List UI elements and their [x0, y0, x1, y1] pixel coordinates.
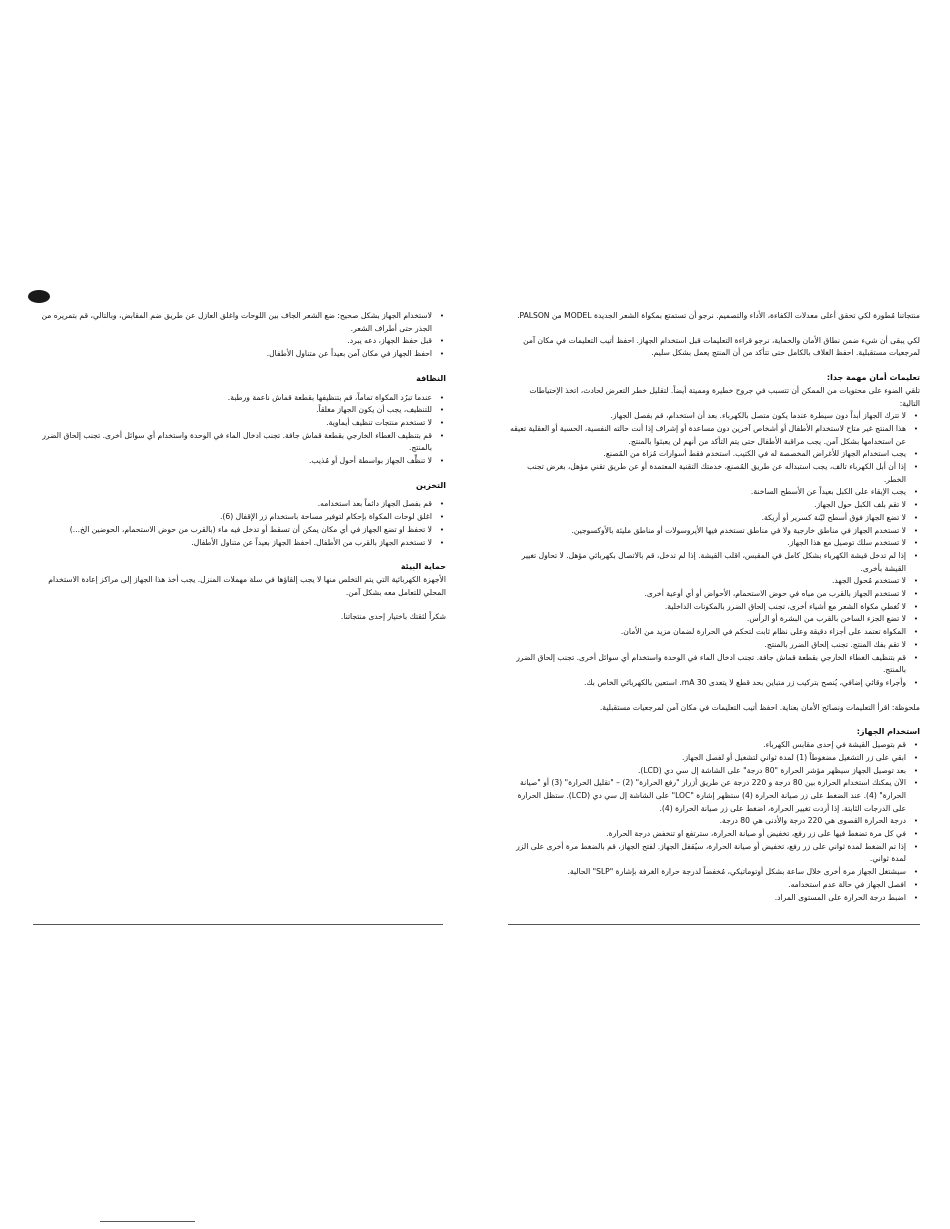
- list-item: • المكواة تعتمد على أجزاء دقيقة وعلى نظام ثابت لتحكم في الحرارة لضمان مزيد من الأمان.: [508, 626, 906, 639]
- storage-heading: التخزين: [416, 480, 446, 490]
- list-item: • عندما تبرُد المكواة تماماً، قم بتنظيفها بقطعة قماش ناعمة ورطبة.: [33, 392, 432, 405]
- list-item: • وأجراء وقائي إضافي، يُنصح بتركيب زر متباين بحد قطع لا يتعدى 30 mA. استعين بالكهربائي الخاص بك.: [508, 677, 906, 690]
- list-item: • درجة الحرارة القصوى هي 220 درجة والأدنى هي 80 درجة.: [508, 815, 906, 828]
- list-item: • لا تستخدم الجهاز بالقرب من الأطفال. احفظ الجهاز بعيداً عن متناول الأطفال.: [33, 537, 432, 550]
- environment-text: الأجهزة الكهربائية التي يتم التخلص منها لا يجب إلقاؤها في سلة مهملات المنزل. يجب أخذ هذا الجهاز إلى مراكز إعادة الاستخدام المحلي للتعامل معه بشكل آمن.: [48, 574, 446, 597]
- list-item: • لا تضع الجزء الساخن بالقرب من البشرة أو الرأس.: [508, 613, 906, 626]
- safety-list: [508, 410, 920, 689]
- list-item: • إذا تم الضغط لمدة ثواني على زر رفع، تخفيض أو صيانة الحرارة، سيُقفل الجهاز. لفتح الجهاز، قم بالضغط مرة أخرى على الزر لمدة ثواني.: [508, 841, 906, 866]
- list-item: • لا تستخدم الجهاز بالقرب من مياه في حوض الاستحمام، الأحواض أو أي أوعية أخرى.: [508, 588, 906, 601]
- list-item: • ابقي على زر التشغيل مضغوطاً (1) لمدة ثواني لتشغيل أو لفصل الجهاز.: [508, 752, 906, 765]
- page-divider-right: [508, 924, 920, 925]
- intro-list: [33, 310, 446, 361]
- list-item: • لا تقم بفك المنتج. تجنب إلحاق الضرر بالمنتج.: [508, 639, 906, 652]
- list-item: • لا تستخدم الجهاز في مناطق خارجية ولا في مناطق تستخدم فيها الأيروسولات أو مناطق مليئة بالأوكسوجين.: [508, 525, 906, 538]
- page-divider-left: [33, 924, 443, 925]
- cleaning-heading: النظافة: [416, 373, 446, 383]
- list-item: • احفظ الجهاز في مكان آمن بعيداً عن متناول الأطفال.: [33, 348, 432, 361]
- usage-heading: استخدام الجهاز:: [856, 727, 920, 737]
- list-item: • لا تحفظ او تضع الجهاز في أي مكان يمكن أن تسقط أو تدخل فيه ماء (بالقرب من حوض الاستحمام، الحوضين الخ...): [33, 524, 432, 537]
- list-item: • يجب استخدام الجهاز للأغراض المخصصة له في الكتيب. استخدم فقط أسوارات مُزاة من المُصنع.: [508, 448, 906, 461]
- safety-heading: تعليمات أمان مهمة جدا:: [826, 373, 920, 383]
- language-badge: [28, 290, 50, 303]
- list-item: • للتنظيف، يجب أن يكون الجهاز مغلقاً.: [33, 404, 432, 417]
- list-item: • لا تستخدم مُحول الجهد.: [508, 575, 906, 588]
- list-item: • يجب الإبقاء على الكبل بعيداً عن الأسطح الساخنة.: [508, 486, 906, 499]
- list-item: • إذا لم تدخل قيشة الكهرباء بشكل كامل في المقبس، اقلب القيشة. إذا لم تدخل، قم بالاتصال بكهربائي مؤهل. لا تحاول تغيير القيشة بأخرى.: [508, 550, 906, 575]
- footnote-rule: [100, 1221, 195, 1222]
- list-item: • في كل مرة تضغط فيها على زر رفع، تخفيض أو صيانة الحرارة، سترتفع او تنخفض درجة الحرارة.: [508, 828, 906, 841]
- list-item: • قم بفصل الجهاز دائماً بعد استخدامه.: [33, 498, 432, 511]
- storage-list: [33, 498, 446, 549]
- thanks-text: شكراً لثقتك باختيار إحدى منتجاتنا.: [340, 612, 446, 622]
- list-item: • لا تقم بلف الكبل حول الجهاز.: [508, 499, 906, 512]
- list-item: • قم بتنظيف الغطاء الخارجي بقطعة قماش جافة. تجنب ادخال الماء في الوحدة واستخدام أي سوائل أخرى. تجنب إلحاق الضرر بالمنتج.: [33, 430, 432, 455]
- environment-heading: حماية البيئة: [400, 562, 446, 572]
- list-item: • إذا أن أبل الكهرباء تالف، يجب استبداله عن طريق المُصنع، خدمتك التقنية المعتمدة أو عن طريق تقني مؤهل، بغرض تجنب الخطر.: [508, 461, 906, 486]
- intro-paragraph-2: لكي يبقى أن شيء ضمن نطاق الأمان والحماية، نرجو قراءة التعليمات قبل استخدام الجهاز. احفظ أتيب التعليمات في مكان آمن لمرجعيات مستقبلية. احفظ الغلاف بالكامل حتى تتأكد من أن المنتج يعمل بشكل سليم.: [523, 335, 920, 358]
- left-page-column: [33, 310, 446, 624]
- list-item: • لا تنظِّف الجهاز بواسطة أحول أو مُذيب.: [33, 455, 432, 468]
- note-text: ملحوظة: اقرأ التعليمات ونصائح الأمان بعناية. احفظ أتيب التعليمات في مكان آمن لمرجعيات مستقبلية.: [599, 702, 920, 712]
- list-item: • لاستخدام الجهاز بشكل صحيح: ضع الشعر الجاف بين اللوحات واغلق العازل عن طريق ضم المقابض، وبالتالي، قم بتمريره من الجذر حتى أطراف الشعر.: [33, 310, 432, 335]
- list-item: • لا تستخدم سلك توصيل مع هذا الجهاز.: [508, 537, 906, 550]
- list-item: • افصل الجهاز في حالة عدم استخدامه.: [508, 879, 906, 892]
- list-item: • اغلق لوحات المكواة بإحكام لتوفير مساحة باستخدام زر الإقفال (6).: [33, 511, 432, 524]
- list-item: • لا تضع الجهاز فوق أسطح ليّنة كسرير أو أريكة.: [508, 512, 906, 525]
- list-item: • قم بتوصيل القيشة في إحدى مقابس الكهرباء.: [508, 739, 906, 752]
- right-page-column: [508, 310, 920, 904]
- list-item: • هذا المنتج غير متاح لاستخدام الأطفال أو أشخاص آخرين دون مساعدة أو إشراف إذا أنت حالته النفسية، الحسية أو العقلية تعيقه عن استخدامها بشكل آمن. يجب مراقبة الأطفال حتى يتم التأكد من أنهم لن يعبثوا بالمنتج.: [508, 423, 906, 448]
- list-item: • سيشتغل الجهاز مرة أخرى خلال ساعة بشكل أوتوماتيكي، مُخفضاً لدرجة حرارة الغرفة بإشارة "SLP" الحالية.: [508, 866, 906, 879]
- cleaning-list: [33, 392, 446, 468]
- list-item: • بعد توصيل الجهاز سيظهر مؤشر الحرارة "80 درجة" على الشاشة إل سي دي (LCD).: [508, 765, 906, 778]
- list-item: • قم بتنظيف الغطاء الخارجي بقطعة قماش جافة. تجنب ادخال الماء في الوحدة واستخدام أي سوائل أخرى. تجنب إلحاق الضرر بالمنتج.: [508, 652, 906, 677]
- list-item: • الآن يمكنك استخدام الحرارة بين 80 درجة و 220 درجة عن طريق أزرار "رفع الحرارة" (2) – "تقليل الحرارة" (3) أو "صيانة الحرارة" (4). عند الضغط على زر صيانة الحرارة (4) ستظهر إشارة "LOC" على الشاشة إل سي دي (LCD). ستظل الحرارة على الدرجات الثابتة. إذا أردت تغيير الحرارة، اضغط على زر صيانة الحرارة (4).: [508, 777, 906, 815]
- list-item: • لا تترك الجهاز أبداً دون سيطرة عندما يكون متصل بالكهرباء. بعد أن استخدام، قم بفصل الجهاز.: [508, 410, 906, 423]
- safety-intro: تلقي الضوء على محتويات من الممكن أن تتسبب في جروح خطيرة ومميتة أيضاً. لتقليل خطر التعرض لحادث، اتخذ الإحتياطات التالية:: [529, 385, 920, 408]
- list-item: • اضبط درجة الحرارة على المستوى المراد.: [508, 892, 906, 905]
- intro-paragraph: منتجاتنا مُطورة لكي تحقق أعلى معدلات الكفاءة، الأداء والتصميم. نرجو أن تستمتع بمكواة الشعر الجديدة MODEL من PALSON.: [517, 311, 920, 320]
- list-item: • قبل حفظ الجهاز، دعه يبرد.: [33, 335, 432, 348]
- list-item: • لا تُغطي مكواة الشعر مع أشياء أخرى، تجنب إلحاق الضرر بالمكونات الداخلية.: [508, 601, 906, 614]
- list-item: • لا تستخدم منتجات تنظيف أيماوية.: [33, 417, 432, 430]
- usage-list: [508, 739, 920, 904]
